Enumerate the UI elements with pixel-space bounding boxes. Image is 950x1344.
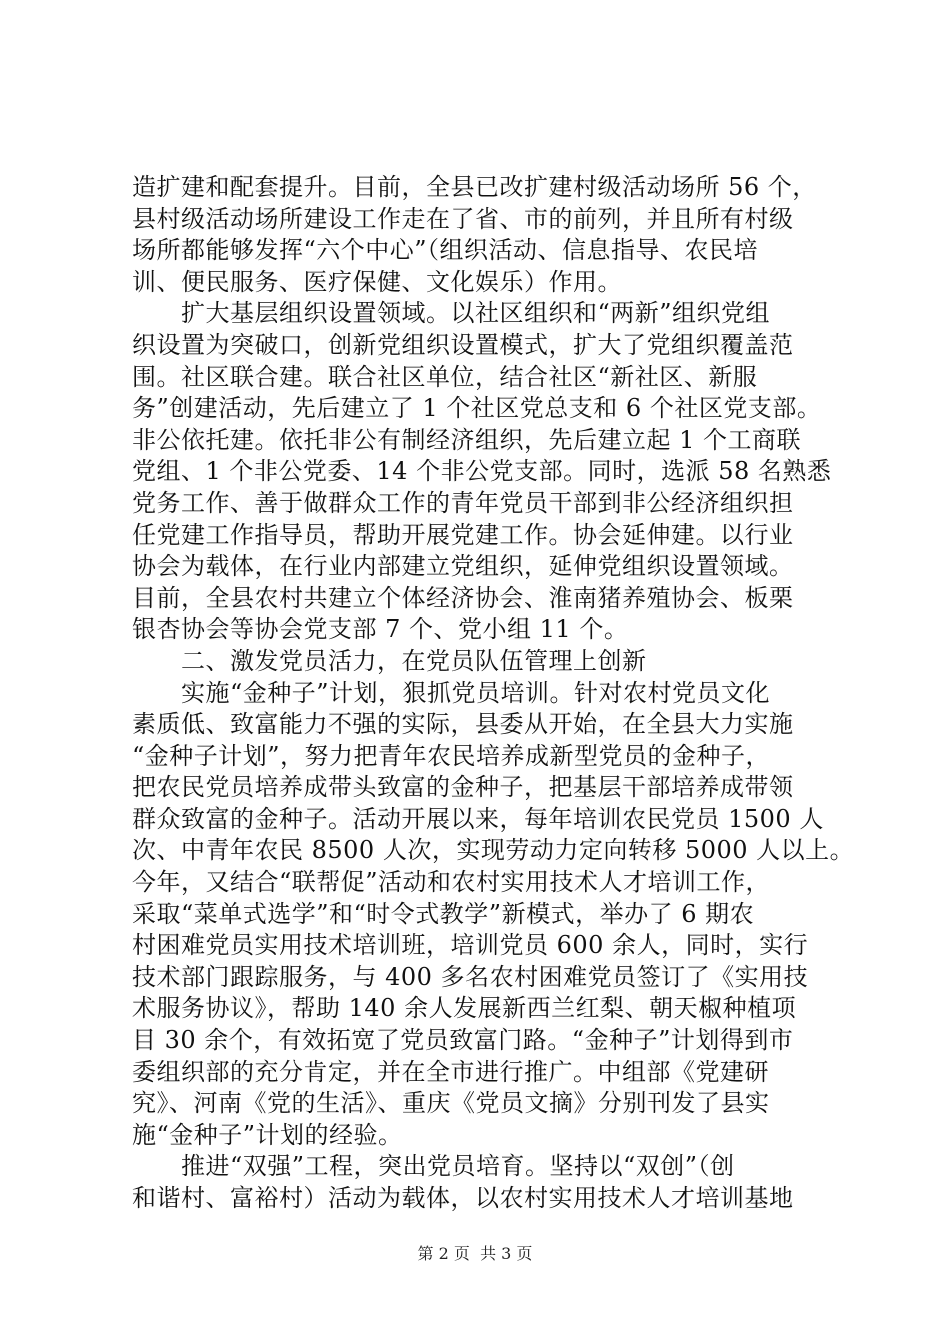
text-line: 究》、河南《党的生活》、重庆《党员文摘》分别刊发了县实 <box>132 1089 770 1118</box>
text-line: 目前，全县农村共建立个体经济协会、淮南猪养殖协会、板栗 <box>132 583 794 612</box>
text-line: 技术部门跟踪服务，与 400 多名农村困难党员签订了《实用技 <box>132 962 809 991</box>
text-line: 训、便民服务、医疗保健、文化娱乐）作用。 <box>132 267 622 296</box>
text-line: 场所都能够发挥“六个中心”（组织活动、信息指导、农民培 <box>132 236 759 265</box>
text-line: 术服务协议》，帮助 140 余人发展新西兰红梨、朝天椒种植项 <box>132 994 797 1023</box>
text-line: “金种子计划”，努力把青年农民培养成新型党员的金种子， <box>132 741 771 770</box>
text-line: 非公依托建。依托非公有制经济组织，先后建立起 1 个工商联 <box>132 425 802 454</box>
text-line: 推进“双强”工程，突出党员培育。坚持以“双创”（创 <box>132 1152 735 1181</box>
text-line: 和谐村、富裕村）活动为载体，以农村实用技术人才培训基地 <box>132 1184 794 1212</box>
text-line: 银杏协会等协会党支部 7 个、党小组 11 个。 <box>132 615 629 644</box>
text-line: 务”创建活动，先后建立了 1 个社区党总支和 6 个社区党支部。 <box>132 394 822 423</box>
text-line: 素质低、致富能力不强的实际，县委从开始，在全县大力实施 <box>132 710 794 739</box>
text-line: 县村级活动场所建设工作走在了省、市的前列，并且所有村级 <box>132 204 794 233</box>
text-line: 任党建工作指导员，帮助开展党建工作。协会延伸建。以行业 <box>132 520 794 549</box>
page-number-footer: 第 2 页 共 3 页 <box>417 1244 533 1263</box>
text-line: 党务工作、善于做群众工作的青年党员干部到非公经济组织担 <box>132 488 794 517</box>
text-line: 扩大基层组织设置领域。以社区组织和“两新”组织党组 <box>132 299 771 328</box>
text-line: 协会为载体，在行业内部建立党组织，延伸党组织设置领域。 <box>132 552 794 581</box>
body-text <box>132 172 855 1215</box>
text-line: 群众致富的金种子。活动开展以来，每年培训农民党员 1500 人 <box>132 804 824 833</box>
text-line: 今年，又结合“联帮促”活动和农村实用技术人才培训工作， <box>132 868 771 897</box>
text-line: 目 30 余个，有效拓宽了党员致富门路。“金种子”计划得到市 <box>132 1026 794 1055</box>
text-line: 施“金种子”计划的经验。 <box>132 1120 403 1149</box>
text-line: 实施“金种子”计划，狠抓党员培训。针对农村党员文化 <box>132 678 771 707</box>
text-line: 委组织部的充分肯定，并在全市进行推广。中组部《党建研 <box>132 1057 769 1086</box>
text-line: 村困难党员实用技术培训班，培训党员 600 余人，同时，实行 <box>132 931 809 960</box>
text-line: 围。社区联合建。联合社区单位，结合社区“新社区、新服 <box>132 362 758 391</box>
text-line: 把农民党员培养成带头致富的金种子，把基层干部培养成带领 <box>132 773 794 802</box>
text-line: 党组、1 个非公党委、14 个非公党支部。同时，选派 58 名熟悉 <box>132 457 832 486</box>
text-line: 采取“菜单式选学”和“时令式教学”新模式，举办了 6 期农 <box>132 899 755 928</box>
text-line: 造扩建和配套提升。目前，全县已改扩建村级活动场所 56 个， <box>132 173 817 201</box>
text-line: 次、中青年农民 8500 人次，实现劳动力定向转移 5000 人以上。 <box>132 836 855 865</box>
text-line: 织设置为突破口，创新党组织设置模式，扩大了党组织覆盖范 <box>132 330 794 359</box>
section-heading: 二、激发党员活力，在党员队伍管理上创新 <box>132 646 647 675</box>
